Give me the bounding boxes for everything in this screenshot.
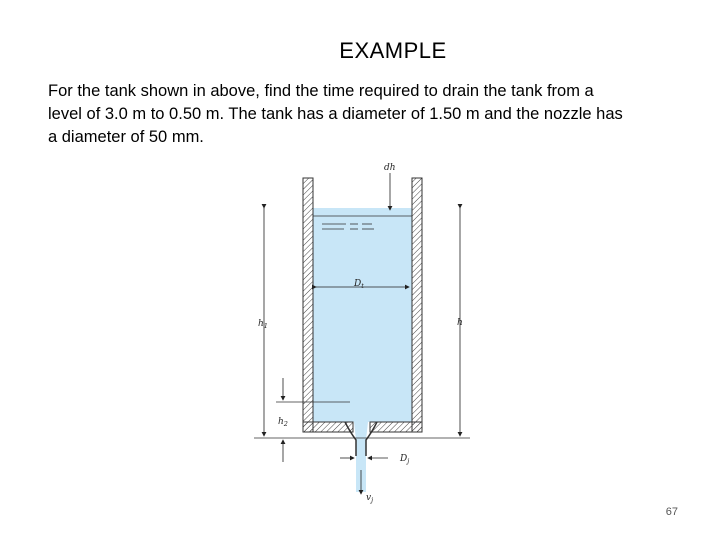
label-h1: $h_1$ [258,319,268,330]
tank-bottom-right [370,422,422,432]
tank-left-wall [303,178,313,432]
page-number: 67 [665,506,678,518]
tank-right-wall [412,178,422,432]
problem-line-3: a diameter of 50 mm. [48,128,204,146]
label-dt: $D_t$ [354,279,364,290]
problem-line-1: For the tank shown in above, find the time required to drain the tank from a [48,82,594,100]
water-body [313,208,412,422]
label-dj: $D_j$ [400,454,410,465]
label-h2: $h_2$ [278,417,288,428]
label-vj: $v_j$ [366,493,374,504]
label-dh: dh [384,163,396,173]
problem-line-2: level of 3.0 m to 0.50 m. The tank has a diameter of 1.50 m and the nozzle has [48,105,623,123]
slide-title: EXAMPLE [339,38,447,63]
label-h: h [457,318,463,328]
